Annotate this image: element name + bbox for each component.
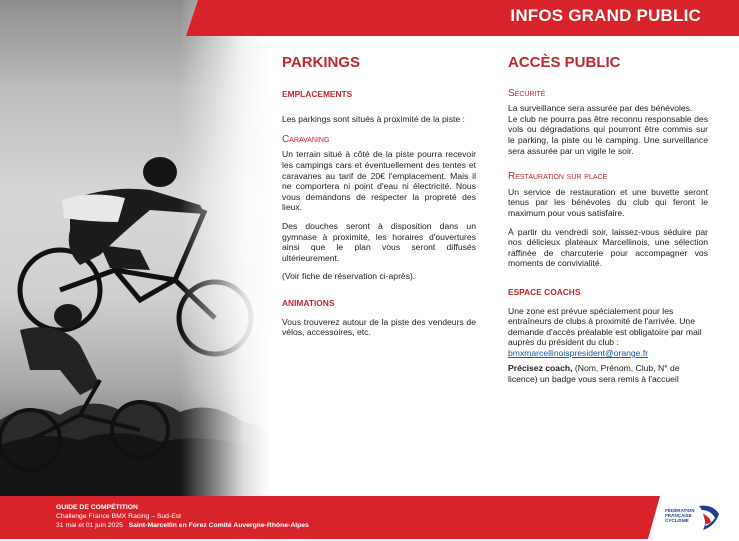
president-email-link[interactable]: bmxmarcellinoispresident@orange.fr <box>508 347 649 358</box>
coachs-heading: ESPACE COACHS <box>508 286 581 297</box>
parkings-title: PARKINGS <box>282 54 361 71</box>
coachs-strong: Précisez coach, <box>508 363 573 374</box>
logo-line-2: FRANÇAISE <box>665 513 692 519</box>
securite-text-2: Le club ne pourra pas être reconnu responsable des vols ou dégradations qui pourront être commis sur le parking, la piste ou le camping. Une surveillance sera assurée par un vigile le soir. <box>508 113 708 156</box>
footer-info <box>56 503 309 530</box>
logo-line-1: FÉDÉRATION <box>665 508 695 513</box>
page-title: INFOS GRAND PUBLIC <box>510 6 701 25</box>
caravaning-heading: Caravaning <box>282 133 330 145</box>
coachs-text-2 <box>508 363 708 384</box>
emplacements-text: Les parkings sont situés à proximité de la piste : <box>282 114 465 125</box>
securite-heading: Sécurité <box>508 87 546 99</box>
restauration-text-2: À partir du vendredi soir, laissez-vous séduire par nos délicieux plateaux Marcellinois, une sélection raffinée de charcuterie pour accompagner vos moments de convivialité. <box>508 226 708 269</box>
emplacements-heading: EMPLACEMENTS <box>282 88 353 99</box>
acces-column <box>508 54 708 385</box>
caravaning-text-2: Des douches seront à disposition dans un gymnase à proximité, les horaires d'ouvertures ainsi que le plan vous seront diffusés ultérieurement. <box>282 220 476 263</box>
bmx-riders-photo <box>0 0 270 496</box>
ffc-logo <box>663 500 723 536</box>
parkings-column <box>282 54 476 338</box>
logo-line-3: CYCLISME <box>665 518 689 524</box>
caravaning-text-3: (Voir fiche de réservation ci-après). <box>282 271 416 282</box>
animations-text: Vous trouverez autour de la piste des vendeurs de vélos, accessoires, etc. <box>282 316 476 338</box>
restauration-text-1: Un service de restauration et une buvette seront tenus par les bénévoles du club qui feront le maximum pour vous satisfaire. <box>508 186 708 218</box>
restauration-heading: Restauration sur place <box>508 171 608 183</box>
footer-date-place <box>56 521 309 530</box>
coachs-text-2-rest: (Nom, Prénom, Club, N° de licence) un badge vous sera remis à l'accueil <box>508 363 680 385</box>
footer-date: 31 mai et 01 juin 2025 <box>56 522 123 529</box>
footer-guide-title: GUIDE DE COMPÉTITION <box>56 504 138 511</box>
caravaning-text-1: Un terrain situé à côté de la piste pourra recevoir les campings cars et éventuellement des tentes et caravanes au tarif de 20€ l'emplacement. Mais il ne comportera ni point d'eau ni électricité. Nous vous demandons de respecter la propreté des lieux. <box>282 149 476 213</box>
animations-heading: ANIMATIONS <box>282 297 335 308</box>
coachs-text-1: Une zone est prévue spécialement pour les entraîneurs de clubs à proximité de l'arrivée. Une demande d'accès préalable est obligatoire par mail auprès du président du club : <box>508 305 702 348</box>
acces-title: ACCÈS PUBLIC <box>508 54 621 71</box>
footer-place: Saint-Marcellin en Forez Comité Auvergne-Rhône-Alpes <box>128 522 309 529</box>
securite-text-1: La surveillance sera assurée par des bénévoles. <box>508 103 693 114</box>
footer-challenge: Challenge France BMX Racing – Sud-Est <box>56 513 182 520</box>
